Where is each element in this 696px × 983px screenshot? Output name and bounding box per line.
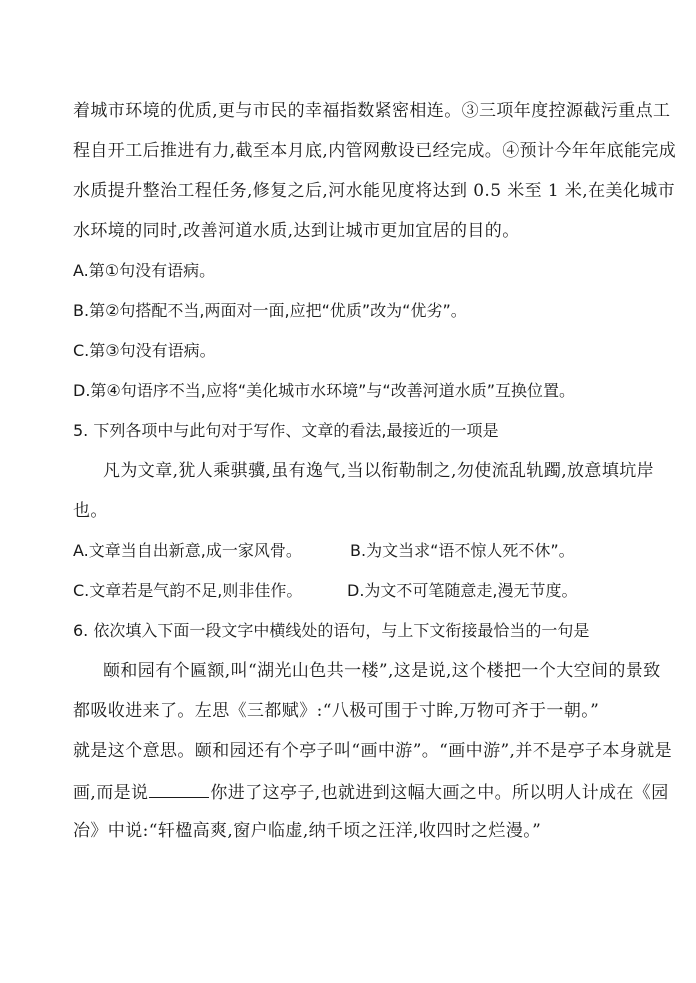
q4-passage-line-2: 程自开工后推进有力,截至本月底,内管网敷设已经完成。④预计今年年底能完成 [73,141,677,161]
q5-option-a: A.文章当自出新意,成一家风骨。 [73,541,302,560]
q5-quote-line-2: 也。 [73,501,108,521]
q5-option-c: C.文章若是气韵不足,则非佳作。 [73,581,303,600]
q6-passage-line-3: 就是这个意思。颐和园还有个亭子叫“画中游”。“画中游”,并不是亭子本身就是 [73,741,672,761]
q4-passage-line-1: 着城市环境的优质,更与市民的幸福指数紧密相连。③三项年度控源截污重点工 [73,101,671,121]
q5-option-d: D.为文不可笔随意走,漫无节度。 [347,581,578,600]
q6-line4-suffix: 你进了这亭子,也就进到这幅大画之中。所以明人计成在《园 [210,783,669,803]
q4-option-d: D.第④句语序不当,应将“美化城市水环境”与“改善河道水质”互换位置。 [73,381,575,400]
q5-option-b: B.为文当求“语不惊人死不休”。 [350,541,575,560]
q4-passage-line-4: 水环境的同时,改善河道水质,达到让城市更加宜居的目的。 [73,221,520,241]
q4-option-b: B.第②句搭配不当,两面对一面,应把“优质”改为“优劣”。 [73,301,467,320]
q4-option-a: A.第①句没有语病。 [73,261,216,280]
q6-passage-line-2: 都吸收进来了。左思《三都赋》:“八极可围于寸眸,万物可齐于一朝。” [73,701,600,721]
q6-passage-line-1: 颐和园有个匾额,叫“湖光山色共一楼”,这是说,这个楼把一个大空间的景致 [103,661,661,681]
q4-option-c: C.第③句没有语病。 [73,341,216,360]
q5-quote-line-1: 凡为文章,犹人乘骐骥,虽有逸气,当以衔勒制之,勿使流乱轨躅,放意填坑岸 [103,461,655,481]
q4-passage-line-3: 水质提升整治工程任务,修复之后,河水能见度将达到 0.5 米至 1 米,在美化城市 [73,181,676,201]
fill-in-blank [149,783,209,798]
q6-passage-line-5: 冶》中说:“轩楹高爽,窗户临虚,纳千顷之汪洋,收四时之烂漫。” [73,821,542,841]
q5-stem: 5. 下列各项中与此句对于写作、文章的看法,最接近的一项是 [73,421,499,440]
q6-stem: 6. 依次填入下面一段文字中横线处的语句，与上下文衔接最恰当的一句是 [73,621,590,640]
q6-line4-prefix: 画,而是说 [73,783,149,803]
q6-passage-line-4 [73,783,669,802]
